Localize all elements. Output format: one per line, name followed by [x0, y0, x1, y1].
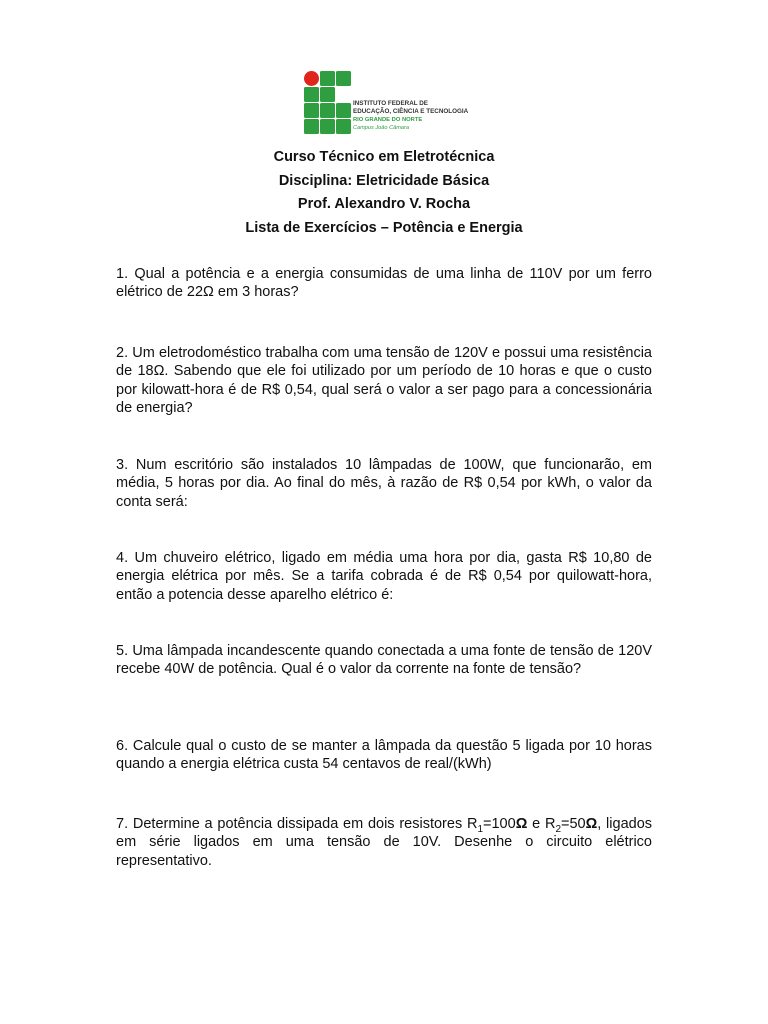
question-5: 5. Uma lâmpada incandescente quando conectada a uma fonte de tensão de 120V recebe 40W de potência. Qual é o valor da corrente na fonte de tensão?	[116, 643, 652, 678]
question-7-sub-2: 2	[555, 823, 561, 835]
question-7-part-1: 7. Determine a potência dissipada em dois resistores R	[116, 816, 478, 832]
question-4: 4. Um chuveiro elétrico, ligado em média uma hora por dia, gasta R$ 10,80 de energia elétrica por mês. Se a tarifa cobrada é de R$ 0,54 por quilowatt-hora, então a potencia desse aparelho elétrico é:	[116, 550, 652, 603]
discipline-title: Disciplina: Eletricidade Básica	[278, 172, 490, 189]
question-7-value-1: =100	[483, 816, 516, 832]
question-7-part-2: e R	[527, 816, 556, 832]
course-title: Curso Técnico em Eletrotécnica	[273, 149, 495, 165]
logo-line-4: Campus João Câmara	[353, 125, 409, 131]
logo-red-circle-icon	[304, 71, 319, 86]
question-7	[116, 815, 652, 870]
exercise-list-title: Lista de Exercícios – Potência e Energia	[245, 219, 523, 236]
ohm-symbol-2: Ω	[585, 816, 598, 832]
logo-line-2: EDUCAÇÃO, CIÊNCIA E TECNOLOGIA	[353, 108, 469, 115]
institution-logo	[303, 70, 473, 134]
question-1: 1. Qual a potência e a energia consumidas de uma linha de 110V por um ferro elétrico de 22Ω em 3 horas?	[116, 266, 652, 301]
logo-line-3: RIO GRANDE DO NORTE	[353, 117, 423, 123]
question-7-part-3: , ligados em série ligados em uma tensão de 10V. Desenhe o circuito elétrico representativo.	[116, 816, 653, 869]
professor-name: Prof. Alexandro V. Rocha	[297, 196, 471, 212]
logo-line-1: INSTITUTO FEDERAL DE	[353, 100, 428, 107]
logo-grid-icon	[303, 70, 351, 134]
question-7-sub-1: 1	[477, 823, 484, 835]
ohm-symbol-1: Ω	[515, 816, 528, 832]
question-6: 6. Calcule qual o custo de se manter a lâmpada da questão 5 ligada por 10 horas quando a energia elétrica custa 54 centavos de real/(kWh)	[116, 738, 652, 773]
document-header	[0, 146, 768, 240]
logo-text	[353, 100, 483, 132]
question-2: 2. Um eletrodoméstico trabalha com uma tensão de 120V e possui uma resistência de 18Ω. Sabendo que ele foi utilizado por um período de 10 horas e que o custo por kilowatt-hora é de R$ 0,54, qual será o valor a ser pago para a concessionária de energia?	[116, 345, 652, 417]
question-7-value-2: =50	[561, 816, 586, 832]
question-3: 3. Num escritório são instalados 10 lâmpadas de 100W, que funcionarão, em média, 5 horas por dia. Ao final do mês, à razão de R$ 0,54 por kWh, o valor da conta será:	[116, 457, 652, 510]
